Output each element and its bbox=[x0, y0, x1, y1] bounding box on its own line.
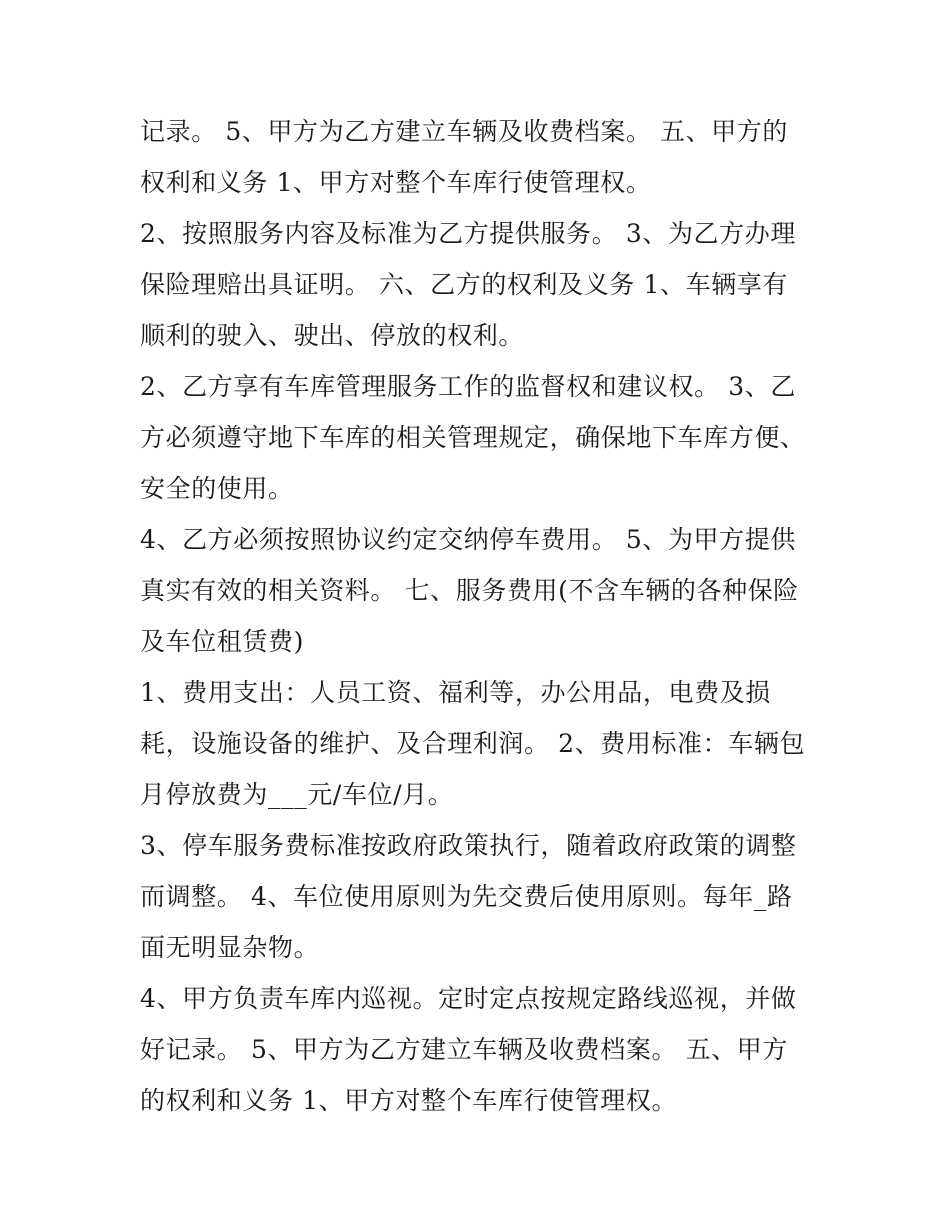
paragraph-2: 2、按照服务内容及标准为乙方提供服务。 3、为乙方办理保险理赔出具证明。 六、乙方的权利及义务 1、车辆享有顺利的驶入、驶出、停放的权利。 bbox=[140, 219, 796, 350]
document-body bbox=[140, 106, 812, 1126]
paragraph-3: 2、乙方享有车库管理服务工作的监督权和建议权。 3、乙方必须遵守地下车库的相关管理规定，确保地下车库方便、安全的使用。 bbox=[140, 372, 806, 503]
paragraph-5: 1、费用支出：人员工资、福利等，办公用品，电费及损耗，设施设备的维护、及合理利润。 2、费用标准：车辆包月停放费为___元/车位/月。 bbox=[140, 678, 806, 809]
paragraph-4: 4、乙方必须按照协议约定交纳停车费用。 5、为甲方提供真实有效的相关资料。 七、服务费用(不含车辆的各种保险及车位租赁费) bbox=[140, 525, 799, 656]
paragraph-7: 4、甲方负责车库内巡视。定时定点按规定路线巡视，并做好记录。 5、甲方为乙方建立车辆及收费档案。 五、甲方的权利和义务 1、甲方对整个车库行使管理权。 bbox=[140, 984, 797, 1115]
paragraph-6: 3、停车服务费标准按政府政策执行，随着政府政策的调整而调整。 4、车位使用原则为先交费后使用原则。每年_路面无明显杂物。 bbox=[140, 831, 797, 962]
paragraph-1: 记录。 5、甲方为乙方建立车辆及收费档案。 五、甲方的权利和义务 1、甲方对整个车库行使管理权。 bbox=[140, 117, 789, 197]
